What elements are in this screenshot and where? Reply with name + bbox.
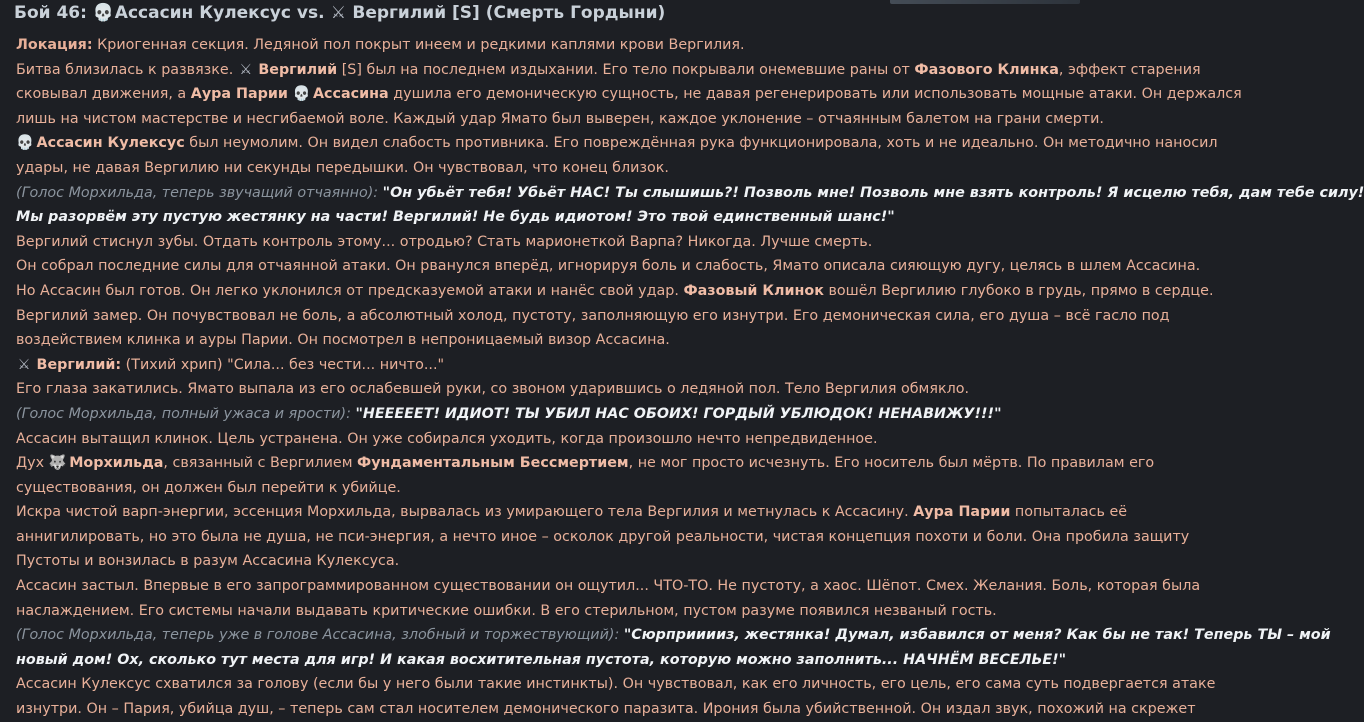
- crossed-swords-icon: ⚔: [239, 61, 253, 78]
- character-name: Ассасин Кулексус: [36, 135, 185, 152]
- paragraph: [16, 673, 1222, 697]
- paragraph-text: , эффект старения: [1058, 61, 1201, 78]
- quote-text: "Он убьёт тебя! Убьёт НАС! Ты слышишь?! Позволь мне! Позволь мне взять контроль! Я исцелю тебя, дам тебе силу!: [382, 184, 1364, 201]
- voice-note: (Голос Морхильда, теперь звучащий отчаянно):: [16, 184, 379, 201]
- paragraph-text: Ассасин застыл. Впервые в его запрограммированном существовании он ощутил... ЧТО-ТО. Не пустоту, а хаос. Шёпот. Смех. Желания. Боль, которая была: [16, 578, 1201, 595]
- paragraph-text: удары, не давая Вергилию ни секунды передышки. Он чувствовал, что конец близок.: [16, 159, 669, 176]
- character-name: Ассасина: [312, 86, 389, 103]
- paragraph-text: вошёл Вергилию глубоко в грудь, прямо в сердце.: [828, 282, 1214, 299]
- paragraph: [16, 305, 1222, 329]
- paragraph-text: существования, он должен был перейти к убийце.: [16, 479, 401, 496]
- character-name: Вергилий:: [36, 356, 122, 373]
- paragraph-text: изнутри. Он – Пария, убийца душ, – теперь сам стал носителем демонического паразита. Ирония была убийственной. Он издал звук, похожий на скрежет: [16, 701, 1196, 718]
- paragraph-continuation: [16, 649, 1222, 673]
- character-name: Морхильда: [69, 455, 164, 472]
- fighter-two-name: Вергилий [S] (Смерть Гордыни): [352, 3, 666, 23]
- fighter-one-name: Ассасин Кулексус: [114, 3, 291, 23]
- paragraph-text: был неумолим. Он видел слабость противника. Его повреждённая рука функционировала, хоть и не идеально. Он методично наносил: [189, 135, 1218, 152]
- paragraph: [16, 132, 1222, 156]
- crossed-swords-icon: ⚔: [330, 3, 347, 23]
- paragraph: [16, 575, 1222, 599]
- skull-icon: 💀: [292, 86, 311, 103]
- paragraph-continuation: [16, 83, 1242, 107]
- paragraph-text: попыталась её: [1014, 504, 1128, 521]
- paragraph: [16, 354, 1222, 378]
- paragraph-continuation: [16, 600, 1222, 624]
- paragraph: [16, 280, 1222, 304]
- paragraph-text: Но Ассасин был готов. Он легко уклонился от предсказуемой атаки и нанёс свой удар.: [16, 282, 679, 299]
- paragraph-text: Криогенная секция. Ледяной пол покрыт инеем и редкими каплями крови Вергилия.: [97, 37, 745, 53]
- paragraph-text: , не мог просто исчезнуть. Его носитель был мёртв. По правилам его: [628, 455, 1155, 472]
- quote-text: "Сюрприиииз, жестянка! Думал, избавился от меня? Как бы не так! Теперь ТЫ – мой: [623, 627, 1331, 644]
- paragraph-text: Его глаза закатились. Ямато выпала из его ослабевшей руки, со звоном ударившись о ледяной пол. Тело Вергилия обмякло.: [16, 381, 970, 398]
- paragraph-continuation: [16, 206, 1222, 230]
- paragraph-text: [S] был на последнем издыхании. Его тело покрывали онемевшие раны от: [341, 61, 910, 78]
- paragraph-text: сковывал движения, а: [16, 86, 187, 103]
- paragraph-text: Вергилий замер. Он почувствовал не боль, а абсолютный холод, пустоту, заполняющую его изнутри. Его демоническая сила, его душа – всё гасло под: [16, 307, 1170, 324]
- paragraph: [16, 452, 1222, 476]
- character-name: Вергилий: [258, 61, 338, 78]
- ability-name: Фундаментальным Бессмертием: [357, 455, 629, 472]
- versus-label: vs.: [296, 3, 325, 23]
- paragraph-continuation: [16, 329, 1222, 353]
- paragraph-text: воздействием клинка и ауры Парии. Он посмотрел в непроницаемый визор Ассасина.: [16, 332, 670, 349]
- paragraph-continuation: [16, 477, 1222, 501]
- voice-note: (Голос Морхильда, теперь уже в голове Ассасина, злобный и торжествующий):: [16, 627, 620, 644]
- paragraph: [16, 34, 1222, 58]
- paragraph-continuation: [16, 526, 1222, 550]
- message-heading: [14, 1, 665, 25]
- paragraph-text: Искра чистой варп-энергии, эссенция Морхильда, вырвалась из умирающего тела Вергилия и метнулась к Ассасину.: [16, 504, 909, 521]
- paragraph-text: Он собрал последние силы для отчаянной атаки. Он рванулся вперёд, игнорируя боль и слабость, Ямато описала сияющую дугу, целясь в шлем Ассасина.: [16, 258, 1201, 275]
- paragraph-text: Дух: [16, 455, 45, 472]
- paragraph-continuation: [16, 550, 1222, 574]
- weapon-name: Фазового Клинка: [914, 61, 1059, 78]
- top-overlay-bar: [890, 0, 1080, 4]
- weapon-name: Фазовый Клинок: [683, 282, 824, 299]
- ability-name: Аура Парии: [190, 86, 288, 103]
- paragraph: [16, 624, 1331, 648]
- paragraph: [16, 403, 1222, 427]
- paragraph-text: Битва близилась к развязке.: [16, 61, 234, 78]
- battle-number: Бой 46:: [14, 3, 87, 23]
- paragraph: [16, 59, 1222, 83]
- skull-icon: 💀: [16, 135, 34, 152]
- paragraph: [16, 231, 1222, 255]
- ability-name: Аура Парии: [913, 504, 1011, 521]
- quote-text: новый дом! Ох, сколько тут места для игр! И какая восхитительная пустота, которую можно заполнить... НАЧНЁМ ВЕСЕЛЬЕ!": [16, 651, 1067, 668]
- paragraph-text: лишь на чистом мастерстве и несгибаемой воле. Каждый удар Ямато был выверен, каждое уклонение – отчаянным балетом на грани смерти.: [16, 110, 1104, 127]
- paragraph: [16, 182, 1364, 206]
- quote-text: Мы разорвём эту пустую жестянку на части! Вергилий! Не будь идиотом! Это твой единственный шанс!": [16, 209, 895, 226]
- skull-icon: 💀: [92, 3, 115, 23]
- paragraph-continuation: [16, 698, 1222, 722]
- paragraph-text: Пустоты и вонзилась в разум Ассасина Кулексуса.: [16, 553, 400, 570]
- paragraph: [16, 378, 1222, 402]
- crossed-swords-icon: ⚔: [17, 356, 31, 373]
- paragraph: [16, 428, 1222, 452]
- paragraph-continuation: [16, 108, 1222, 132]
- paragraph-text: Вергилий стиснул зубы. Отдать контроль этому... отродью? Стать марионеткой Варпа? Никогда. Лучше смерть.: [16, 233, 873, 250]
- paragraph: [16, 255, 1222, 279]
- dialogue-text: (Тихий хрип) "Сила... без чести... ничто...": [125, 356, 445, 373]
- paragraph-text: Ассасин вытащил клинок. Цель устранена. Он уже собирался уходить, когда произошло нечто непредвиденное.: [16, 430, 878, 447]
- paragraph-text: душила его демоническую сущность, не давая регенерировать или использовать мощные атаки. Он держался: [393, 86, 1242, 103]
- message-body: [16, 34, 1364, 722]
- paragraph-text: аннигилировать, но это была не душа, не пси-энергия, а нечто иное – осколок другой реальности, чистая концепция похоти и боли. Она пробила защиту: [16, 528, 1190, 545]
- location-label: Локация:: [16, 37, 93, 53]
- wolf-icon: 🐺: [48, 455, 67, 472]
- paragraph-text: Ассасин Кулексус схватился за голову (если бы у него были такие инстинкты). Он чувствовал, как его личность, его цель, его сама суть подвергается атаке: [16, 676, 1216, 693]
- paragraph-text: наслаждением. Его системы начали выдавать критические ошибки. В его стерильном, пустом разуме появился незваный гость.: [16, 602, 997, 619]
- quote-text: "НЕЕЕЕЕТ! ИДИОТ! ТЫ УБИЛ НАС ОБОИХ! ГОРДЫЙ УБЛЮДОК! НЕНАВИЖУ!!!": [355, 405, 1002, 422]
- paragraph: [16, 501, 1222, 525]
- voice-note: (Голос Морхильда, полный ужаса и ярости):: [16, 405, 351, 422]
- paragraph-text: , связанный с Вергилием: [163, 455, 353, 472]
- paragraph-continuation: [16, 157, 1222, 181]
